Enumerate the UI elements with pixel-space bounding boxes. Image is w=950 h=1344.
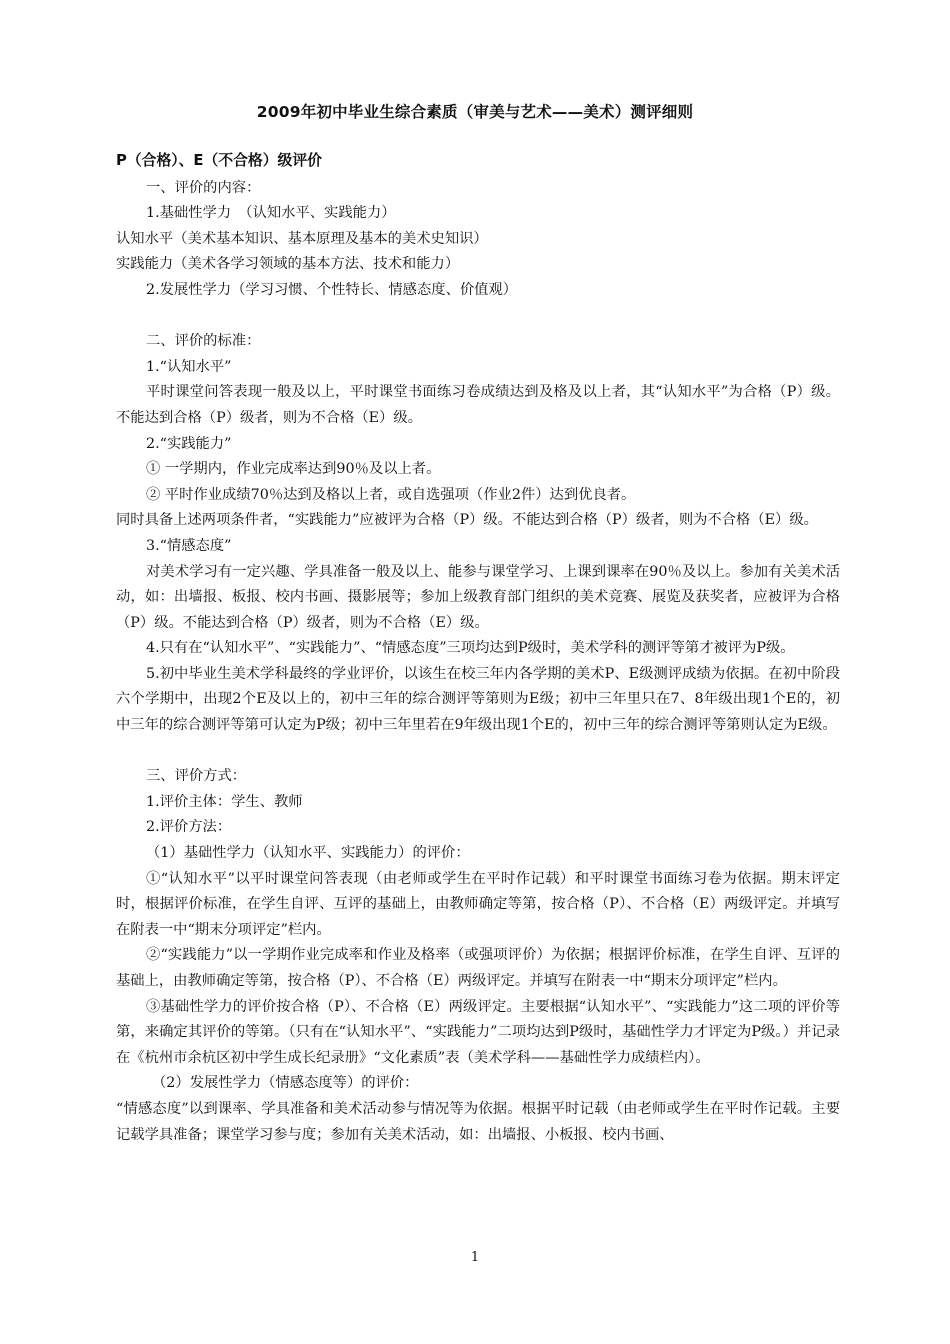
paragraph: 1.“认知水平”: [146, 358, 232, 375]
paragraph: 三、评价方式：: [146, 768, 247, 785]
paragraph: “情感态度”以到课率、学具准备和美术活动参与情况等为依据。根据平时记载（由老师或学生在平时作记载。主要记载学具准备；课堂学习参与度；参加有关美术活动，如：出墙报、小板报、校内书画、: [116, 1100, 840, 1143]
document-title: 2009年初中毕业生综合素质（审美与艺术——美术）测评细则: [256, 103, 694, 121]
paragraph: 5.初中毕业生美术学科最终的学业评价，以该生在校三年内各学期的美术P、E级测评成绩为依据。在初中阶段六个学期中，出现2个E及以上的，初中三年的综合测评等第则为E级；初中三年里只在7、8年级出现1个E的，初中三年的综合测评等第可认定为P级；初中三年里若在9年级出现1个E的，初中三年的综合测评等第则认定为E级。: [116, 665, 840, 734]
paragraph: （1）基础性学力（认知水平、实践能力）的评价：: [146, 845, 470, 862]
blank-line: [116, 304, 840, 330]
paragraph: ①“认知水平”以平时课堂问答表现（由老师或学生在平时作记载）和平时课堂书面练习卷为依据。期末评定时，根据评价标准，在学生自评、互评的基础上，由教师确定等第，按合格（P）、不合格（E）两级评定。并填写在附表一中“期末分项评定”栏内。: [116, 870, 840, 938]
paragraph: ② 平时作业成绩70％达到及格以上者，或自选强项（作业2件）达到优良者。: [146, 486, 636, 503]
paragraph: 1.评价主体：学生、教师: [146, 793, 303, 810]
paragraph: 2.发展性学力（学习习惯、个性特长、情感态度、价值观）: [146, 281, 518, 298]
paragraph: 2.“实践能力”: [146, 435, 232, 452]
paragraph: 实践能力（美术各学习领域的基本方法、技术和能力）: [116, 256, 460, 273]
paragraph: 平时课堂问答表现一般及以上，平时课堂书面练习卷成绩达到及格及以上者，其“认知水平”为合格（P）级。不能达到合格（P）级者，则为不合格（E）级。: [116, 384, 840, 426]
paragraph: ③基础性学力的评价按合格（P）、不合格（E）两级评定。主要根据“认知水平”、“实践能力”这二项的评价等第，来确定其评价的等第。（只有在“认知水平”、“实践能力”二项均达到P级时，基础性学力才评定为P级。）并记录在《杭州市余杭区初中学生成长纪录册》“文化素质”表（美术学科——基础性学力成绩栏内）。: [116, 998, 840, 1066]
section-heading: P（合格）、E（不合格）级评价: [116, 152, 322, 169]
paragraph: 3.“情感态度”: [146, 537, 232, 554]
paragraph-list: [116, 176, 840, 1149]
paragraph: 一、评价的内容：: [146, 179, 261, 196]
paragraph: 1.基础性学力 （认知水平、实践能力）: [146, 205, 396, 222]
paragraph: 对美术学习有一定兴趣、学具准备一般及以上、能参与课堂学习、上课到课率在90％及以上。参加有关美术活动，如：出墙报、板报、校内书画、摄影展等；参加上级教育部门组织的美术竞赛、展览及获奖者，应被评为合格（P）级。不能达到合格（P）级者，则为不合格（E）级。: [116, 563, 840, 631]
document-body: [116, 148, 840, 1148]
paragraph: 2.评价方法：: [146, 819, 232, 836]
paragraph: （2）发展性学力（情感态度等）的评价：: [152, 1075, 419, 1092]
paragraph: 4.只有在“认知水平”、“实践能力”、“情感态度”三项均达到P级时，美术学科的测评等第才被评为P级。: [146, 640, 795, 657]
blank-line: [116, 739, 840, 765]
paragraph: 二、评价的标准：: [146, 333, 261, 350]
paragraph: 认知水平（美术基本知识、基本原理及基本的美术史知识）: [116, 230, 488, 247]
paragraph: 同时具备上述两项条件者，“实践能力”应被评为合格（P）级。不能达到合格（P）级者，则为不合格（E）级。: [116, 512, 818, 529]
page-number: 1: [470, 1250, 480, 1265]
paragraph: ②“实践能力”以一学期作业完成率和作业及格率（或强项评价）为依据；根据评价标准，在学生自评、互评的基础上，由教师确定等第，按合格（P）、不合格（E）两级评定。并填写在附表一中“期末分项评定”栏内。: [116, 947, 840, 989]
paragraph: ① 一学期内，作业完成率达到90％及以上者。: [146, 461, 441, 478]
